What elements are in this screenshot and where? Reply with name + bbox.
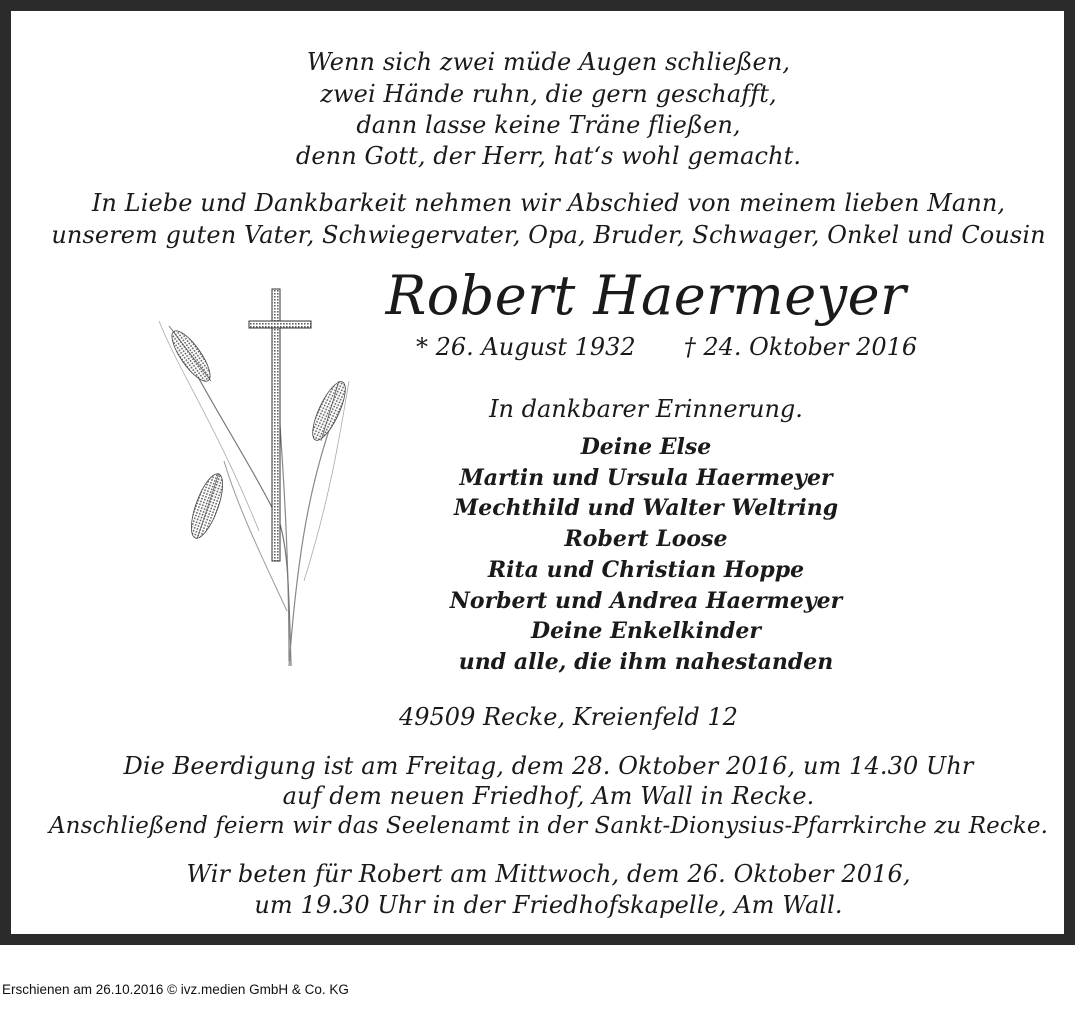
mourner: Robert Loose bbox=[564, 526, 728, 553]
mourner: Mechthild und Walter Weltring bbox=[453, 495, 839, 522]
mourner: Deine Else bbox=[580, 434, 712, 460]
poem-line: zwei Hände ruhn, die gern geschafft, bbox=[320, 80, 777, 108]
mourner: Deine Enkelkinder bbox=[530, 618, 761, 645]
funeral-line: Die Beerdigung ist am Freitag, dem 28. Oktober 2016, um 14.30 Uhr bbox=[123, 752, 974, 780]
publication-footer: Erschienen am 26.10.2016 © ivz.medien GmbH & Co. KG bbox=[2, 982, 349, 997]
funeral-line: Anschließend feiern wir das Seelenamt in der Sankt-Dionysius-Pfarrkirche zu Recke. bbox=[48, 813, 1049, 839]
birth-date: * 26. August 1932 bbox=[416, 333, 636, 361]
farewell-line: In Liebe und Dankbarkeit nehmen wir Abschied von meinem lieben Mann, bbox=[91, 189, 1006, 217]
mourner: und alle, die ihm nahestanden bbox=[458, 648, 834, 675]
deceased-name: Robert Haermeyer bbox=[385, 264, 907, 327]
poem-line: denn Gott, der Herr, hat‘s wohl gemacht. bbox=[295, 142, 802, 170]
poem-line: dann lasse keine Träne fließen, bbox=[356, 111, 741, 139]
cross-with-wheat-icon bbox=[139, 281, 364, 671]
mourner: Norbert und Andrea Haermeyer bbox=[449, 587, 843, 614]
mourner: Martin und Ursula Haermeyer bbox=[459, 464, 833, 491]
death-date: † 24. Oktober 2016 bbox=[683, 333, 918, 361]
poem-line: Wenn sich zwei müde Augen schließen, bbox=[306, 48, 791, 76]
mourner: Rita und Christian Hoppe bbox=[487, 556, 805, 583]
remembrance-text: In dankbarer Erinnerung. bbox=[489, 395, 803, 423]
mourners-list bbox=[411, 432, 881, 678]
farewell-line: unserem guten Vater, Schwiegervater, Opa, Bruder, Schwager, Onkel und Cousin bbox=[51, 221, 1046, 249]
life-dates bbox=[416, 333, 917, 361]
funeral-line: auf dem neuen Friedhof, Am Wall in Recke. bbox=[282, 782, 815, 810]
prayer-line: um 19.30 Uhr in der Friedhofskapelle, Am Wall. bbox=[254, 891, 843, 919]
address: 49509 Recke, Kreienfeld 12 bbox=[399, 703, 738, 731]
prayer-line: Wir beten für Robert am Mittwoch, dem 26. Oktober 2016, bbox=[186, 860, 911, 888]
